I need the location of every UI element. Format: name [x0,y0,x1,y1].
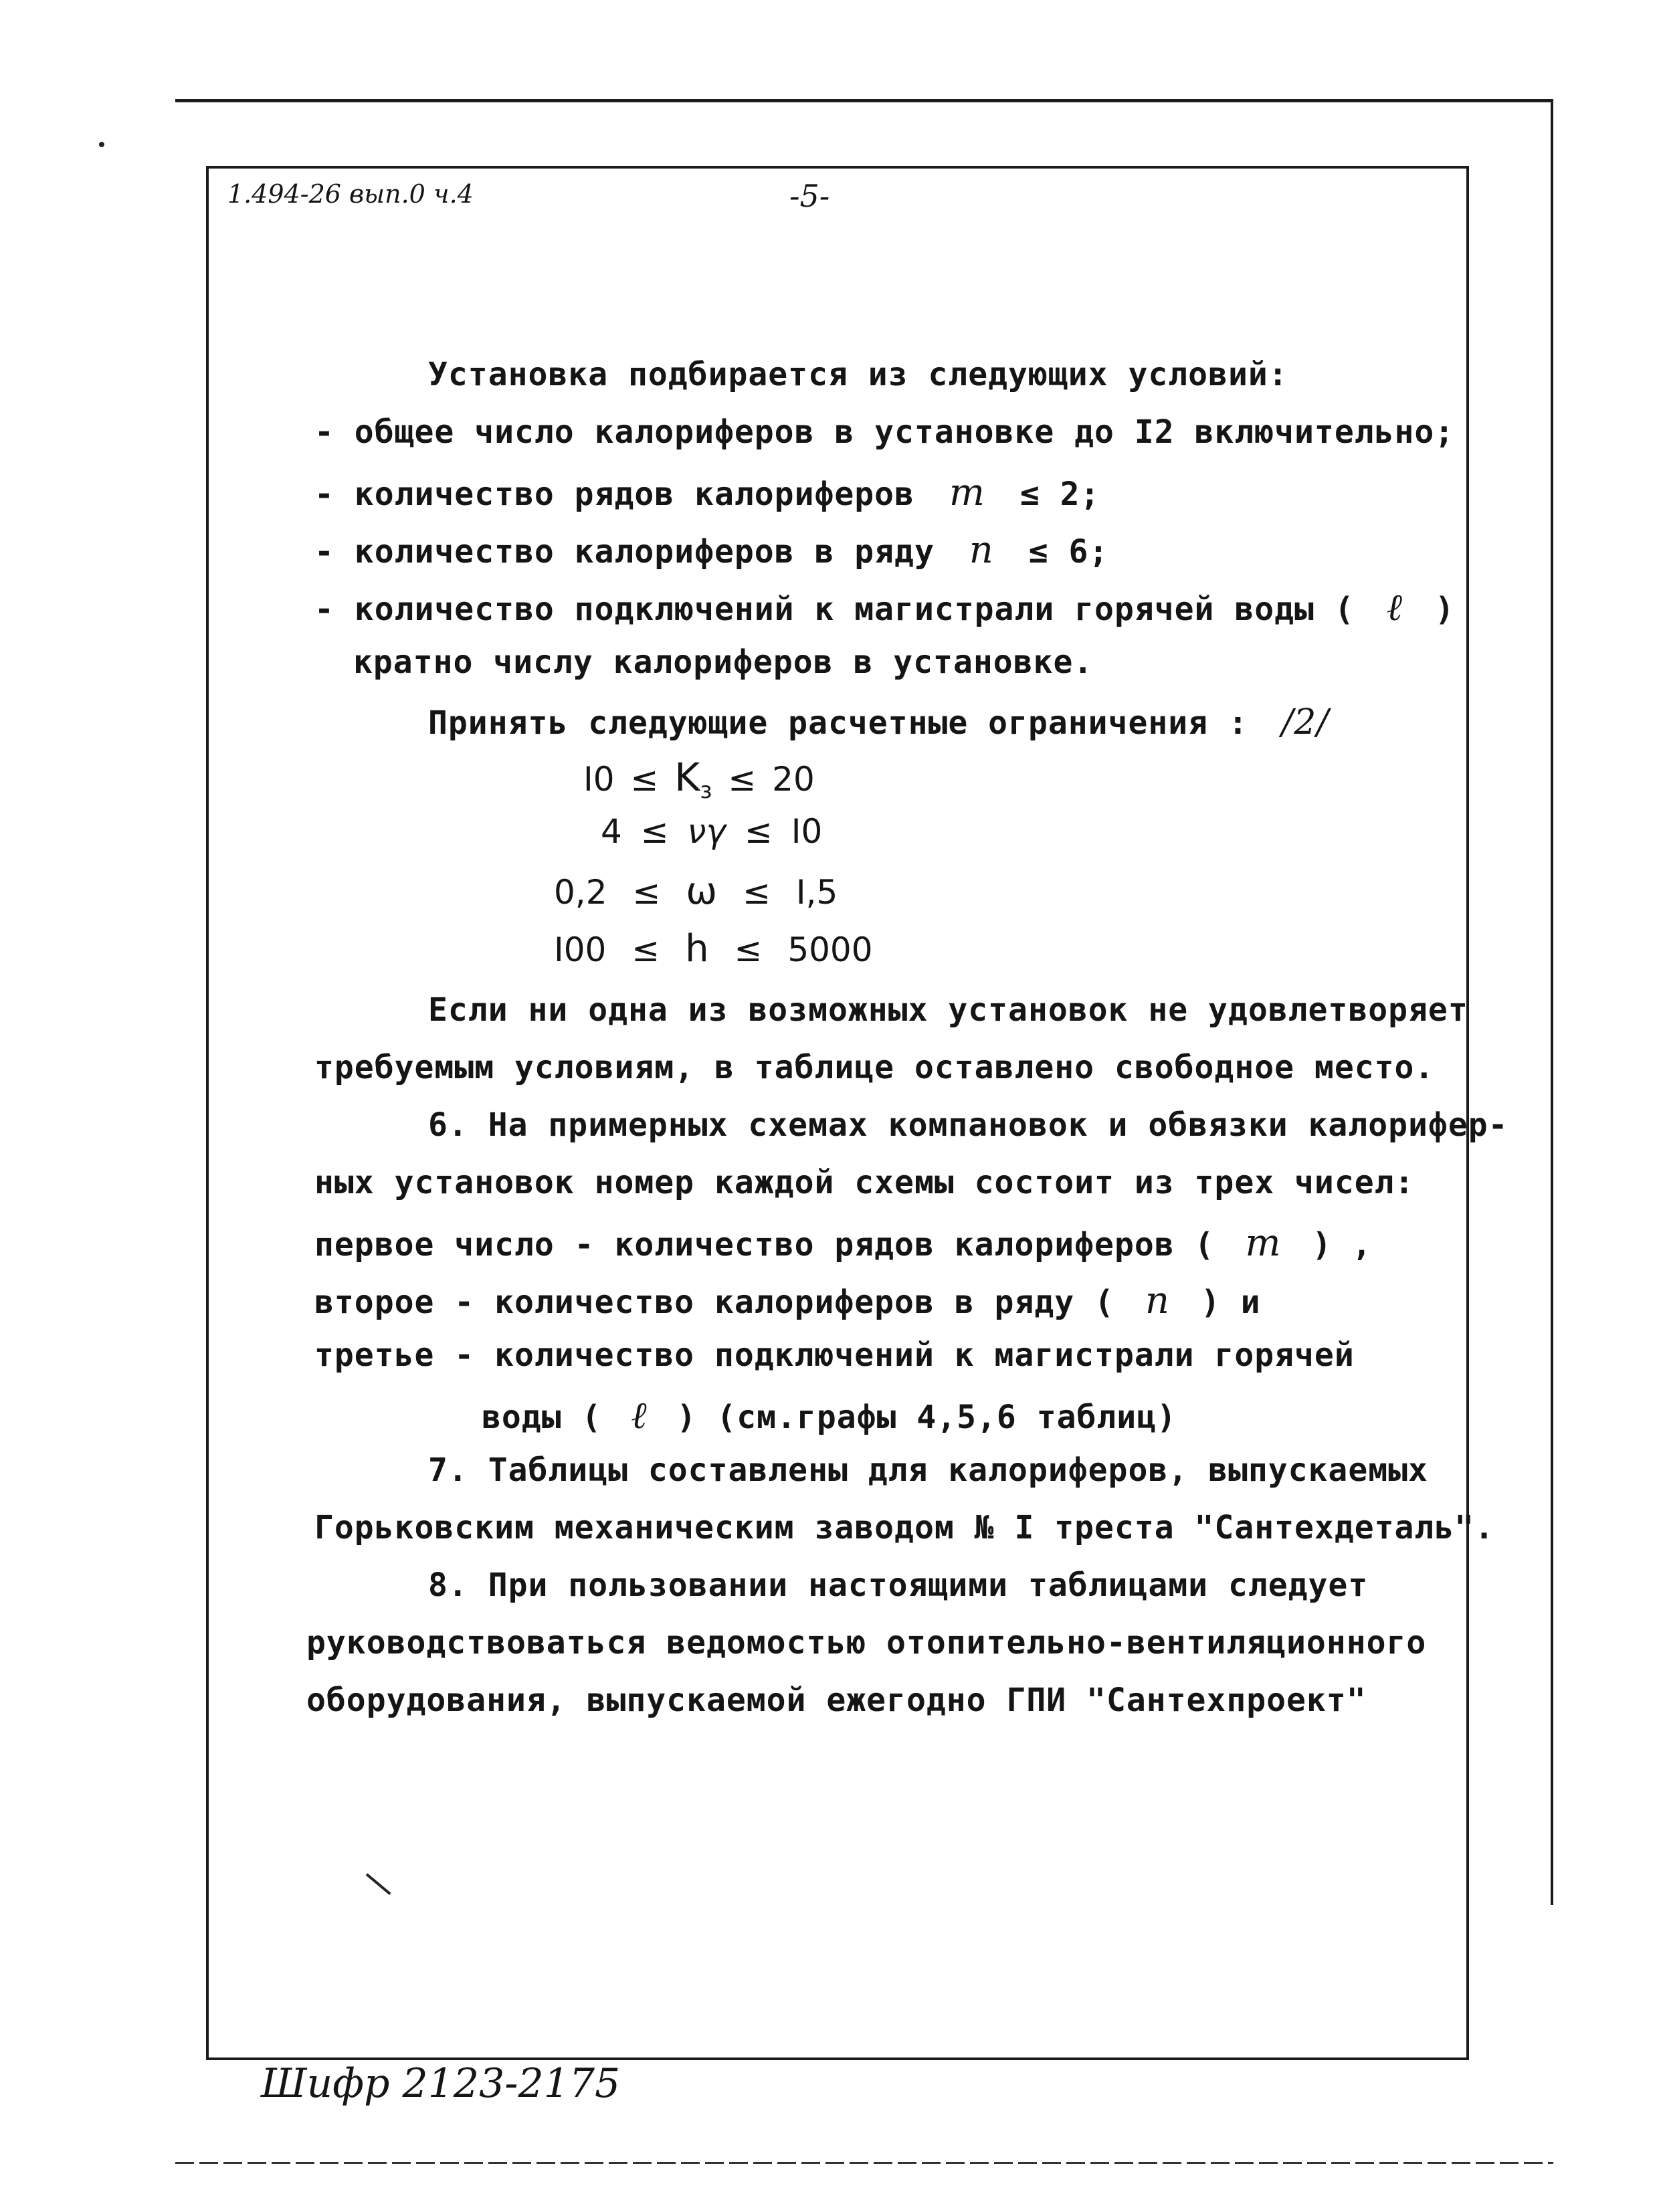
page-number: -5- [789,178,830,214]
top-outer-rule [175,99,1553,102]
limit-w-lo: 0,2 [554,873,607,912]
right-outer-rule [1551,99,1553,1905]
limits-intro [428,702,1329,742]
doc-code: 1.494-26 вып.0 ч.4 [227,179,474,209]
limit-v-op1: ≤ [640,812,669,851]
limit-row-h [554,927,873,971]
limit-k-var: K [674,755,700,800]
p6-symbol-m: m [1245,1221,1282,1265]
condition-2-text: - количество рядов калориферов [314,476,914,513]
condition-4-tail: ) [1434,591,1455,628]
limit-k-lo: I0 [583,760,615,799]
p6-line-5: третье - количество подключений к магистрали горячей [314,1336,1355,1374]
limit-v-var: νγ [687,812,726,851]
p5-line-1: Если ни одна из возможных установок не удовлетворяет [428,991,1468,1029]
limit-k-op2: ≤ [728,760,757,799]
pen-stroke-mark [366,1873,391,1895]
limit-k-sub: з [700,777,712,804]
condition-1: - общее число калориферов в установке до I2 включительно; [314,413,1455,451]
condition-3 [314,528,1108,572]
limit-v-lo: 4 [601,812,622,851]
p6-line-3-tail: ) , [1312,1226,1373,1264]
scan-dot [99,142,104,147]
p6-symbol-l: ℓ [631,1394,648,1437]
limit-h-var: h [685,927,709,971]
limit-h-op2: ≤ [734,930,763,969]
condition-5: кратно числу калориферов в установке. [353,643,1094,681]
p8-line-1: 8. При пользовании настоящими таблицами следует [428,1567,1369,1604]
limit-h-lo: I00 [554,930,607,969]
p6-line-4-tail: ) и [1200,1284,1261,1321]
limit-k-hi: 20 [772,760,815,799]
limit-v-op2: ≤ [744,812,773,851]
p8-line-3: оборудования, выпускаемой ежегодно ГПИ "Сантехпроект" [306,1682,1367,1719]
p6-line-6-text: воды ( [482,1399,602,1436]
limits-reference: /2/ [1281,702,1329,742]
condition-4-text: - количество подключений к магистрали горячей воды ( [314,591,1355,628]
condition-3-text: - количество калориферов в ряду [314,533,935,571]
p5-line-2: требуемым условиям, в таблице оставлено свободное место. [314,1049,1435,1086]
intro-line: Установка подбирается из следующих условий: [428,356,1288,393]
bottom-dashed-rule [175,2162,1553,2164]
limit-k-op1: ≤ [630,760,659,799]
p6-line-6-tail: ) (см.графы 4,5,6 таблиц) [676,1399,1177,1436]
limits-intro-text: Принять следующие расчетные ограничения : [428,704,1248,742]
limit-row-v [601,812,822,851]
p7-line-2: Горьковским механическим заводом № I треста "Сантехдеталь". [314,1509,1495,1546]
limit-w-op1: ≤ [632,873,661,912]
p6-line-4-text: второе - количество калориферов в ряду ( [314,1284,1114,1321]
p6-line-3 [314,1221,1372,1265]
limit-row-w [554,870,838,913]
p8-line-2: руководствоваться ведомостью отопительно-вентиляционного [306,1624,1427,1662]
limit-h-op1: ≤ [631,930,660,969]
symbol-n: n [969,528,994,572]
condition-3-tail: ≤ 6; [1028,533,1109,571]
p6-line-1: 6. На примерных схемах компановок и обвязки калорифер- [428,1106,1508,1144]
limit-w-op2: ≤ [743,873,771,912]
condition-4 [314,586,1455,629]
limit-v-hi: I0 [791,812,823,851]
p6-symbol-n: n [1145,1279,1170,1322]
p6-line-4 [314,1279,1261,1322]
footer-cipher: Шифр 2123-2175 [261,2060,621,2107]
symbol-l: ℓ [1386,586,1403,629]
limit-w-hi: I,5 [795,873,838,912]
p6-line-3-text: первое число - количество рядов калориферов ( [314,1226,1215,1264]
limit-h-hi: 5000 [787,930,873,969]
limit-row-k [583,755,815,804]
p7-line-1: 7. Таблицы составлены для калориферов, выпускаемых [428,1451,1428,1489]
limit-w-var: ω [686,870,718,913]
frame-top [206,166,1469,169]
symbol-m: m [949,471,985,514]
condition-2 [314,471,1100,514]
frame-left [206,166,209,2060]
p6-line-6 [482,1394,1177,1437]
p6-line-2: ных установок номер каждой схемы состоит из трех чисел: [314,1164,1415,1201]
condition-2-tail: ≤ 2; [1019,476,1100,513]
